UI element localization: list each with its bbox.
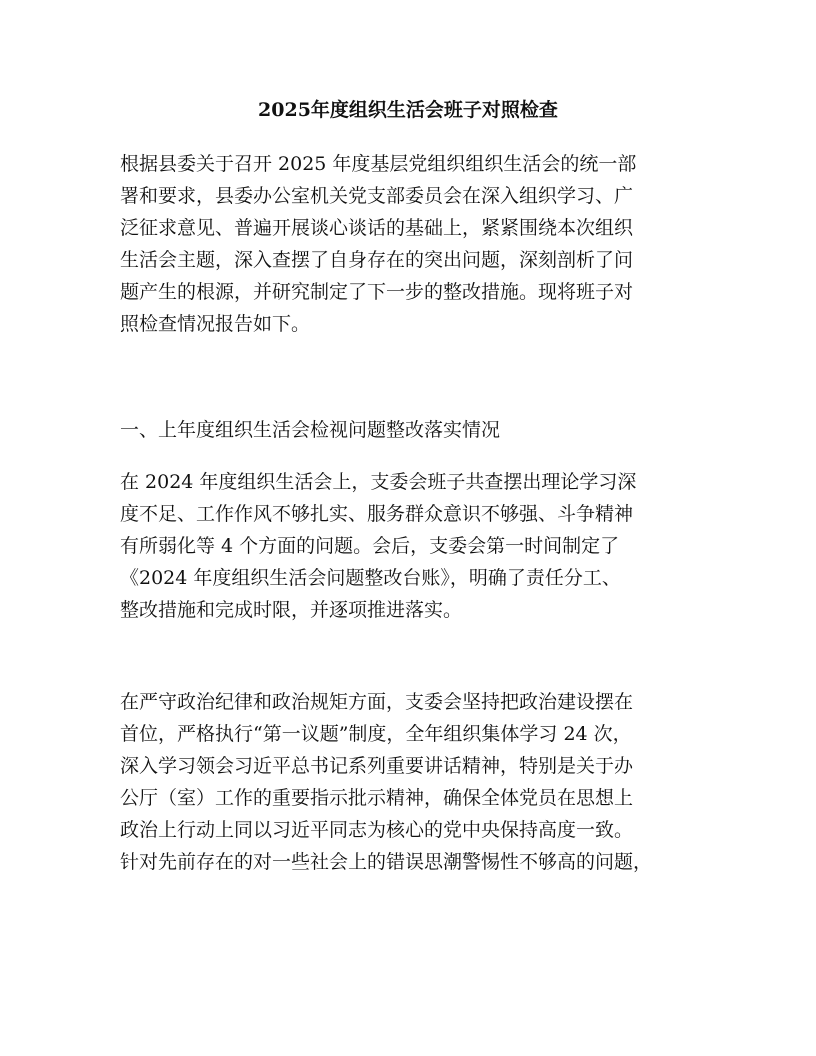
text-line: 根据县委关于召开 2025 年度基层党组织组织生活会的统一部 <box>120 153 637 175</box>
text-line: 《2024 年度组织生活会问题整改台账》，明确了责任分工、 <box>120 567 621 589</box>
section-paragraph-2 <box>120 686 720 878</box>
text-line: 整改措施和完成时限，并逐项推进落实。 <box>120 599 463 621</box>
text-line: 有所弱化等 4 个方面的问题。会后，支委会第一时间制定了 <box>120 535 620 557</box>
text-line: 针对先前存在的对一些社会上的错误思潮警惕性不够高的问题， <box>120 851 653 873</box>
text-line: 深入学习领会习近平总书记系列重要讲话精神，特别是关于办 <box>120 755 634 777</box>
text-line: 政治上行动上同以习近平同志为核心的党中央保持高度一致。 <box>120 819 634 841</box>
page-title: 2025年度组织生活会班子对照检查 <box>258 99 558 121</box>
text-line: 照检查情况报告如下。 <box>120 313 311 335</box>
text-line: 度不足、工作作风不够扎实、服务群众意识不够强、斗争精神 <box>120 503 634 525</box>
section-paragraph-1 <box>120 466 720 626</box>
intro-paragraph <box>120 148 720 340</box>
text-line: 署和要求，县委办公室机关党支部委员会在深入组织学习、广 <box>120 185 634 207</box>
text-line: 首位，严格执行“第一议题”制度，全年组织集体学习 24 次， <box>120 723 632 745</box>
section-heading: 一、上年度组织生活会检视问题整改落实情况 <box>120 419 501 441</box>
text-line: 生活会主题，深入查摆了自身存在的突出问题，深刻剖析了问 <box>120 249 634 271</box>
text-line: 题产生的根源，并研究制定了下一步的整改措施。现将班子对 <box>120 281 634 303</box>
text-line: 在严守政治纪律和政治规矩方面，支委会坚持把政治建设摆在 <box>120 691 634 713</box>
text-line: 公厅（室）工作的重要指示批示精神，确保全体党员在思想上 <box>120 787 634 809</box>
text-line: 泛征求意见、普遍开展谈心谈话的基础上，紧紧围绕本次组织 <box>120 217 634 239</box>
text-line: 在 2024 年度组织生活会上，支委会班子共查摆出理论学习深 <box>120 471 637 493</box>
